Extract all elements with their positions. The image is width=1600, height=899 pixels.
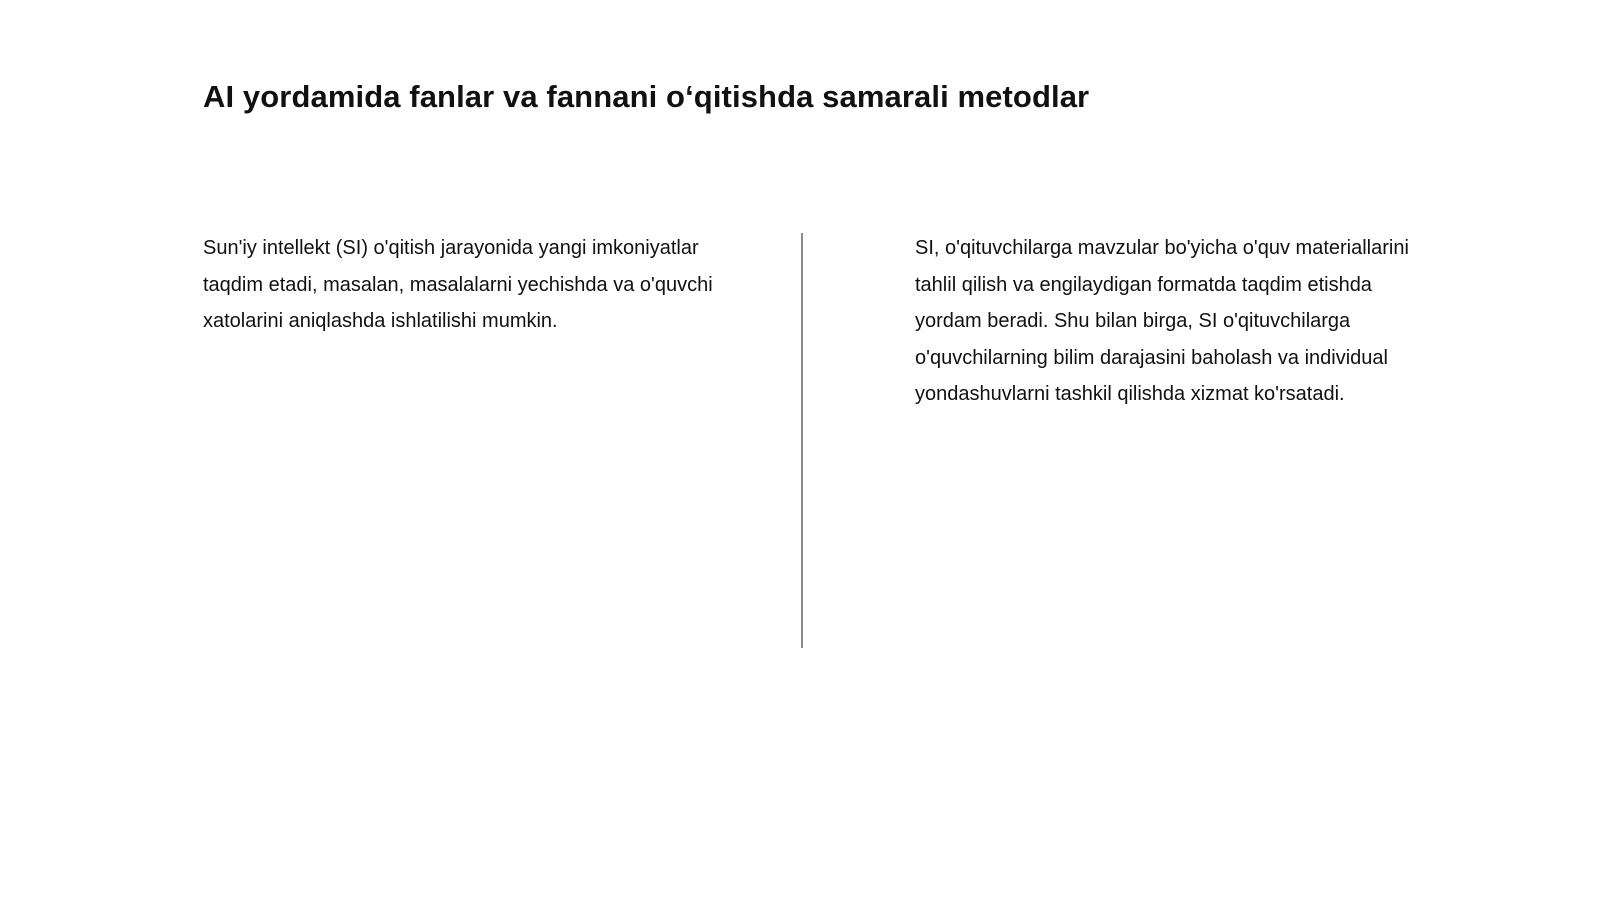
- slide-title: AI yordamida fanlar va fannani o‘qitishda samarali metodlar: [203, 79, 1090, 114]
- column-divider: [801, 233, 803, 648]
- right-column-text: SI, o'qituvchilarga mavzular bo'yicha o'quv materiallarini tahlil qilish va engilaydigan formatda taqdim etishda yordam beradi. Shu bilan birga, SI o'qituvchilarga o'quvchilarning bilim darajasini baholash va individual yondashuvlarni tashkil qilishda xizmat ko'rsatadi.: [915, 237, 1409, 406]
- left-column-text: Sun'iy intellekt (SI) o'qitish jarayonida yangi imkoniyatlar taqdim etadi, masalan, masalalarni yechishda va o'quvchi xatolarini aniqlashda ishlatilishi mumkin.: [203, 237, 713, 333]
